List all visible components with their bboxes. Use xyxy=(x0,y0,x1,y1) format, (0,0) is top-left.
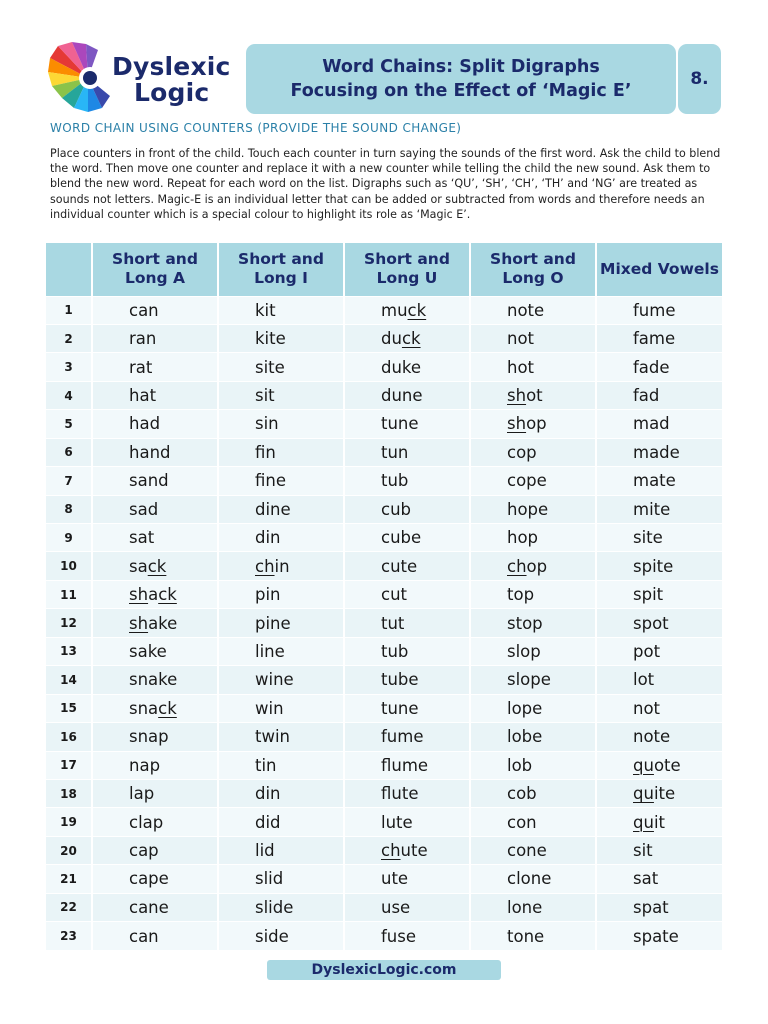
word-chain-table xyxy=(46,243,722,950)
word-cell xyxy=(344,609,470,637)
word: lope xyxy=(507,698,543,718)
logo xyxy=(48,42,244,114)
row-number: 8 xyxy=(46,495,92,523)
word: spot xyxy=(633,613,669,633)
word: hat xyxy=(129,386,157,406)
word-cell xyxy=(470,410,596,438)
word-cell xyxy=(344,666,470,694)
word-cell xyxy=(344,922,470,950)
word-cell xyxy=(344,324,470,352)
word: cop xyxy=(507,442,537,462)
word: chute xyxy=(381,841,428,861)
word-cell xyxy=(344,438,470,466)
word: sat xyxy=(633,869,659,889)
word: wine xyxy=(255,670,294,690)
table-body xyxy=(46,296,722,950)
word-cell xyxy=(596,694,722,722)
word: pine xyxy=(255,613,291,633)
word: kit xyxy=(255,300,276,320)
word-cell xyxy=(92,836,218,864)
word-cell xyxy=(92,524,218,552)
word-cell xyxy=(92,865,218,893)
table-row xyxy=(46,495,722,523)
word: muck xyxy=(381,300,427,320)
word-cell xyxy=(470,666,596,694)
word-cell xyxy=(344,694,470,722)
word-cell xyxy=(344,552,470,580)
word: can xyxy=(129,300,159,320)
word-cell xyxy=(470,694,596,722)
word: fin xyxy=(255,442,276,462)
word: hot xyxy=(507,357,535,377)
row-number: 2 xyxy=(46,324,92,352)
word: slop xyxy=(507,641,541,661)
row-number: 5 xyxy=(46,410,92,438)
word-cell xyxy=(218,751,344,779)
word: fuse xyxy=(381,926,417,946)
table-row xyxy=(46,922,722,950)
word-cell xyxy=(596,552,722,580)
word: cute xyxy=(381,556,418,576)
word: twin xyxy=(255,727,291,747)
word-cell xyxy=(218,495,344,523)
word: mad xyxy=(633,414,670,434)
word-cell xyxy=(596,381,722,409)
word: top xyxy=(507,585,535,605)
word-cell xyxy=(596,296,722,324)
word-cell xyxy=(218,893,344,921)
word: din xyxy=(255,784,281,804)
word: slope xyxy=(507,670,551,690)
word: quote xyxy=(633,755,681,775)
title-line-2: Focusing on the Effect of ‘Magic E’ xyxy=(290,81,632,101)
word-cell xyxy=(92,609,218,637)
word: hope xyxy=(507,499,549,519)
word-cell xyxy=(596,893,722,921)
word-cell xyxy=(596,524,722,552)
word-cell xyxy=(344,353,470,381)
table-row xyxy=(46,324,722,352)
word: clap xyxy=(129,812,164,832)
word: stop xyxy=(507,613,543,633)
word-cell xyxy=(470,524,596,552)
word: hand xyxy=(129,442,171,462)
word: not xyxy=(633,698,661,718)
word: sack xyxy=(129,556,167,576)
word: tub xyxy=(381,471,409,491)
word: pot xyxy=(633,641,661,661)
word: sit xyxy=(633,841,653,861)
table-row xyxy=(46,694,722,722)
word: nap xyxy=(129,755,161,775)
instructions-paragraph: Place counters in front of the child. Touch each counter in turn saying the sounds of the first word. Ask the child to blend the word. Then move one counter and replace it with a new counter while telling the child the new sound. Ask them to blend the new word. Repeat for each word on the list. Digraphs such as ‘QU’, ‘SH’, ‘CH’, ‘TH’ and ‘NG’ are treated as sounds not letters. Magic-E is an individual letter that can be added or subtracted from words and therefore needs an individual counter which is a special colour to highlight its role as ‘Magic E’. xyxy=(50,147,721,221)
word: sat xyxy=(129,528,155,548)
word-cell xyxy=(596,324,722,352)
table-row xyxy=(46,467,722,495)
word-cell xyxy=(92,922,218,950)
word: spate xyxy=(633,926,679,946)
row-number: 17 xyxy=(46,751,92,779)
row-number: 15 xyxy=(46,694,92,722)
row-number: 9 xyxy=(46,524,92,552)
row-number: 4 xyxy=(46,381,92,409)
row-number: 12 xyxy=(46,609,92,637)
word-cell xyxy=(92,779,218,807)
table-row xyxy=(46,524,722,552)
word: can xyxy=(129,926,159,946)
table-row xyxy=(46,580,722,608)
word: quite xyxy=(633,784,676,804)
word-cell xyxy=(596,410,722,438)
word-cell xyxy=(596,666,722,694)
word: mite xyxy=(633,499,671,519)
word: kite xyxy=(255,329,286,349)
word: sit xyxy=(255,386,275,406)
word: spit xyxy=(633,585,664,605)
word: cob xyxy=(507,784,537,804)
word: tune xyxy=(381,414,419,434)
row-number: 13 xyxy=(46,637,92,665)
word-cell xyxy=(470,865,596,893)
word-cell xyxy=(470,808,596,836)
word: cube xyxy=(381,528,422,548)
word: cut xyxy=(381,585,407,605)
word: sad xyxy=(129,499,159,519)
table-row xyxy=(46,666,722,694)
table-row xyxy=(46,836,722,864)
word-cell xyxy=(218,808,344,836)
word: shake xyxy=(129,613,178,633)
word: fad xyxy=(633,386,660,406)
word-cell xyxy=(344,296,470,324)
column-header-long-u: Short and Long U xyxy=(344,243,470,296)
word-cell xyxy=(596,836,722,864)
word-cell xyxy=(470,751,596,779)
word: hop xyxy=(507,528,539,548)
word-cell xyxy=(344,751,470,779)
row-number: 18 xyxy=(46,779,92,807)
word: tone xyxy=(507,926,545,946)
word: shack xyxy=(129,585,177,605)
word-cell xyxy=(470,779,596,807)
word: note xyxy=(633,727,671,747)
word: chin xyxy=(255,556,290,576)
word-cell xyxy=(596,495,722,523)
table-row xyxy=(46,808,722,836)
row-number: 22 xyxy=(46,893,92,921)
word: lone xyxy=(507,897,543,917)
logo-brain-icon xyxy=(48,42,118,114)
word-cell xyxy=(596,779,722,807)
word: lap xyxy=(129,784,155,804)
word: lobe xyxy=(507,727,543,747)
word-cell xyxy=(596,808,722,836)
word: snack xyxy=(129,698,177,718)
row-number: 23 xyxy=(46,922,92,950)
word-cell xyxy=(470,353,596,381)
word-cell xyxy=(218,723,344,751)
title-box xyxy=(246,44,676,114)
row-number: 7 xyxy=(46,467,92,495)
word: fade xyxy=(633,357,670,377)
row-number: 3 xyxy=(46,353,92,381)
table-row xyxy=(46,609,722,637)
row-number: 6 xyxy=(46,438,92,466)
word: win xyxy=(255,698,284,718)
word-cell xyxy=(92,552,218,580)
word-cell xyxy=(596,609,722,637)
word-cell xyxy=(344,381,470,409)
word: tube xyxy=(381,670,419,690)
word: did xyxy=(255,812,281,832)
word: dune xyxy=(381,386,423,406)
word: dine xyxy=(255,499,291,519)
word-cell xyxy=(218,922,344,950)
word-cell xyxy=(596,723,722,751)
word-cell xyxy=(470,580,596,608)
word: ute xyxy=(381,869,409,889)
table-row xyxy=(46,410,722,438)
word: fine xyxy=(255,471,287,491)
word-cell xyxy=(92,438,218,466)
word: had xyxy=(129,414,161,434)
word-cell xyxy=(218,865,344,893)
word-cell xyxy=(218,609,344,637)
word: din xyxy=(255,528,281,548)
row-number: 21 xyxy=(46,865,92,893)
word: side xyxy=(255,926,289,946)
word-cell xyxy=(218,410,344,438)
word: not xyxy=(507,329,535,349)
word: clone xyxy=(507,869,552,889)
word-cell xyxy=(344,779,470,807)
word: tut xyxy=(381,613,405,633)
word-cell xyxy=(344,410,470,438)
column-header-long-a: Short and Long A xyxy=(92,243,218,296)
word: shop xyxy=(507,414,547,434)
word-cell xyxy=(218,552,344,580)
word: snake xyxy=(129,670,178,690)
word: duck xyxy=(381,329,421,349)
word: shot xyxy=(507,386,543,406)
word-cell xyxy=(218,779,344,807)
word-cell xyxy=(470,324,596,352)
word-cell xyxy=(344,723,470,751)
word-cell xyxy=(92,637,218,665)
word-cell xyxy=(596,580,722,608)
word-cell xyxy=(344,637,470,665)
table-row xyxy=(46,552,722,580)
word: ran xyxy=(129,329,157,349)
word: flute xyxy=(381,784,419,804)
word-cell xyxy=(92,694,218,722)
word-cell xyxy=(92,808,218,836)
word-cell xyxy=(218,637,344,665)
row-number: 11 xyxy=(46,580,92,608)
word: con xyxy=(507,812,537,832)
word-cell xyxy=(470,438,596,466)
word-cell xyxy=(596,438,722,466)
column-header-long-o: Short and Long O xyxy=(470,243,596,296)
column-header-number xyxy=(46,243,92,296)
word: duke xyxy=(381,357,422,377)
word: lob xyxy=(507,755,533,775)
word-cell xyxy=(218,438,344,466)
word-cell xyxy=(218,694,344,722)
word-cell xyxy=(470,495,596,523)
word-cell xyxy=(344,865,470,893)
word-cell xyxy=(92,751,218,779)
table-row xyxy=(46,381,722,409)
word-cell xyxy=(92,666,218,694)
word: sand xyxy=(129,471,169,491)
word: tune xyxy=(381,698,419,718)
row-number: 16 xyxy=(46,723,92,751)
word: mate xyxy=(633,471,676,491)
word: use xyxy=(381,897,411,917)
word: tun xyxy=(381,442,409,462)
table-row xyxy=(46,353,722,381)
table-header-row xyxy=(46,243,722,296)
word: cap xyxy=(129,841,159,861)
word: snap xyxy=(129,727,169,747)
word-cell xyxy=(344,836,470,864)
subheading: WORD CHAIN USING COUNTERS (PROVIDE THE SOUND CHANGE) xyxy=(50,121,462,135)
row-number: 10 xyxy=(46,552,92,580)
word-cell xyxy=(218,666,344,694)
row-number: 14 xyxy=(46,666,92,694)
word-cell xyxy=(596,922,722,950)
word: cape xyxy=(129,869,169,889)
word-cell xyxy=(218,580,344,608)
word: fume xyxy=(633,300,676,320)
word: sake xyxy=(129,641,167,661)
word: cone xyxy=(507,841,547,861)
table-row xyxy=(46,637,722,665)
word: site xyxy=(633,528,663,548)
word-cell xyxy=(344,580,470,608)
table-row xyxy=(46,893,722,921)
logo-text xyxy=(112,54,231,106)
footer-website[interactable]: DyslexicLogic.com xyxy=(267,960,501,980)
word-cell xyxy=(92,580,218,608)
word: fame xyxy=(633,329,676,349)
word-cell xyxy=(92,467,218,495)
row-number: 19 xyxy=(46,808,92,836)
word-cell xyxy=(344,495,470,523)
word-cell xyxy=(344,467,470,495)
word-cell xyxy=(218,296,344,324)
word-cell xyxy=(470,723,596,751)
word-cell xyxy=(470,637,596,665)
column-header-mixed-vowels: Mixed Vowels xyxy=(596,243,722,296)
word: lid xyxy=(255,841,275,861)
word: cane xyxy=(129,897,169,917)
word-cell xyxy=(470,836,596,864)
logo-line-1: Dyslexic xyxy=(112,52,231,81)
word-cell xyxy=(344,524,470,552)
word-cell xyxy=(92,296,218,324)
title-line-1: Word Chains: Split Digraphs xyxy=(322,57,600,77)
word: pin xyxy=(255,585,281,605)
word: tin xyxy=(255,755,277,775)
table-row xyxy=(46,723,722,751)
word: sin xyxy=(255,414,279,434)
word-cell xyxy=(92,381,218,409)
word-cell xyxy=(470,552,596,580)
word-cell xyxy=(218,524,344,552)
word: spat xyxy=(633,897,669,917)
word-cell xyxy=(344,893,470,921)
word-cell xyxy=(218,324,344,352)
word: fume xyxy=(381,727,424,747)
word-cell xyxy=(92,324,218,352)
word-cell xyxy=(470,922,596,950)
word: cope xyxy=(507,471,547,491)
word-cell xyxy=(596,467,722,495)
table-row xyxy=(46,779,722,807)
word-cell xyxy=(344,808,470,836)
row-number: 1 xyxy=(46,296,92,324)
word: slid xyxy=(255,869,284,889)
word-cell xyxy=(92,723,218,751)
word-cell xyxy=(596,865,722,893)
word: made xyxy=(633,442,680,462)
word: chop xyxy=(507,556,548,576)
word-cell xyxy=(470,381,596,409)
word-cell xyxy=(470,467,596,495)
word: rat xyxy=(129,357,153,377)
logo-line-2: Logic xyxy=(134,78,210,107)
word-cell xyxy=(218,467,344,495)
word-cell xyxy=(92,495,218,523)
word-cell xyxy=(218,353,344,381)
table-row xyxy=(46,751,722,779)
word-cell xyxy=(596,637,722,665)
word-cell xyxy=(218,381,344,409)
row-number: 20 xyxy=(46,836,92,864)
word-cell xyxy=(470,609,596,637)
word: line xyxy=(255,641,285,661)
table-row xyxy=(46,438,722,466)
table-row xyxy=(46,296,722,324)
word: lot xyxy=(633,670,655,690)
word: cub xyxy=(381,499,412,519)
word-cell xyxy=(218,836,344,864)
table-row xyxy=(46,865,722,893)
word-cell xyxy=(92,893,218,921)
word: spite xyxy=(633,556,674,576)
word-cell xyxy=(596,751,722,779)
word: lute xyxy=(381,812,413,832)
page-number: 8. xyxy=(678,44,721,114)
word-cell xyxy=(470,296,596,324)
word: slide xyxy=(255,897,294,917)
word-cell xyxy=(92,353,218,381)
word: tub xyxy=(381,641,409,661)
word-cell xyxy=(470,893,596,921)
column-header-long-i: Short and Long I xyxy=(218,243,344,296)
word: flume xyxy=(381,755,429,775)
word: note xyxy=(507,300,545,320)
word-cell xyxy=(596,353,722,381)
word: quit xyxy=(633,812,665,832)
word: site xyxy=(255,357,285,377)
word-cell xyxy=(92,410,218,438)
